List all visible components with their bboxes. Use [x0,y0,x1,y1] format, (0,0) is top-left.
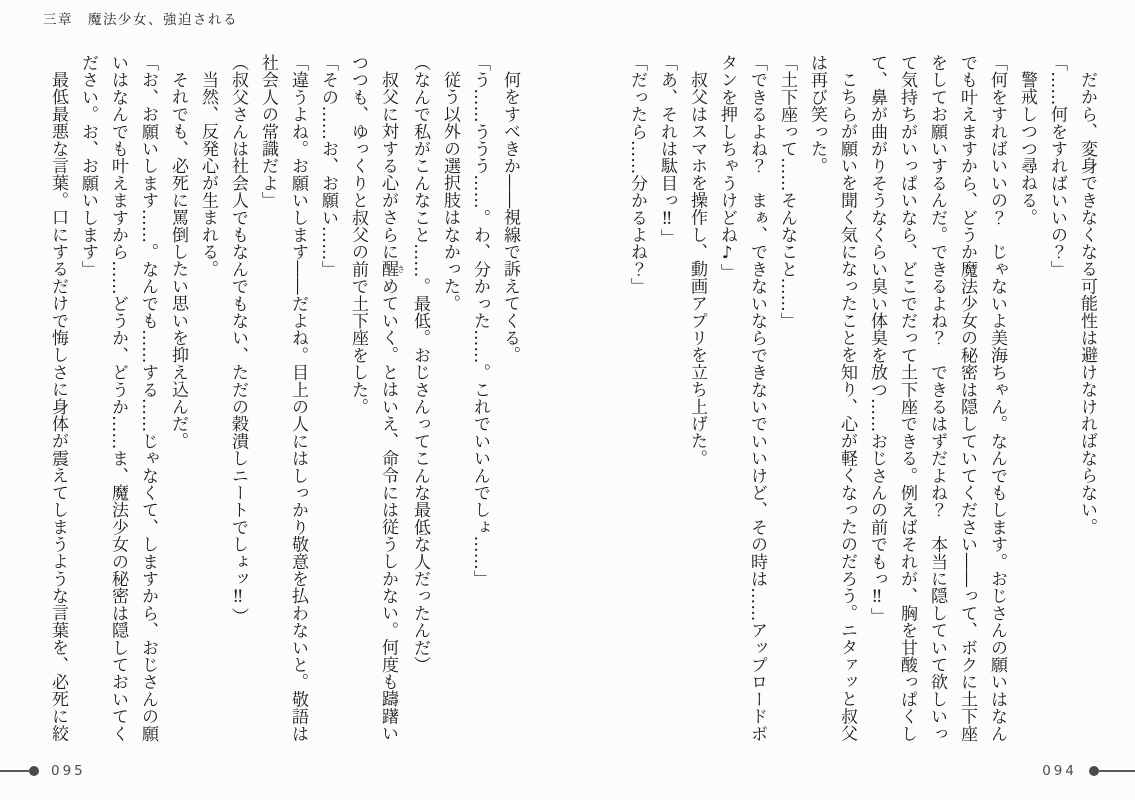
ruby-base: 醒 [378,260,398,278]
paragraph: 最低最悪な言葉。口にするだけで悔しさに身体が震えてしまうような言葉を、必死に絞 [48,71,68,742]
footer-dot-left [29,766,39,776]
paragraph: （なんで私がこんなこと……。最低。おじさんってこんな最低な人だったんだ） [410,54,430,674]
paragraph: 「違うよね。お願いします――だよね。目上の人にはしっかり敬意を払わないと。敬語は社会人の常識だよ」 [258,54,308,742]
paragraph: それでも、必死に罵倒したい思いを抑え込んだ。 [168,71,188,450]
paragraph: 「できるよね？ まぁ、できないならできないでいいけど、その時は……アップロードボタンを押しちゃうけどね♪」 [717,54,767,742]
page-number-left: 095 [51,763,86,779]
paragraph: 何をすべきか――視線で訴えてくる。 [500,71,520,364]
ruby-before-text: 叔父に対する心がさらに [378,71,398,261]
footer-rule-right [1099,770,1135,772]
page-right-body [597,54,1102,744]
ruby-annotation [378,260,406,278]
page-left-body [25,54,525,744]
paragraph: 叔父はスマホを操作し、動画アプリを立ち上げた。 [687,71,707,467]
paragraph-with-ruby [343,54,405,744]
paragraph: 「土下座って……そんなこと……」 [777,54,797,330]
page-number-right: 094 [1042,763,1077,779]
paragraph: 「だったら……分かるよね？」 [627,54,647,295]
footer-rule-left [0,770,29,772]
chapter-header: 三章 魔法少女、強迫される [43,12,238,28]
paragraph: 「その……お、お願い……」 [318,54,338,278]
paragraph: （叔父さんは社会人でもなんでもない、ただの穀潰しニートでしょッ‼） [228,54,248,625]
paragraph: こちらが願いを聞く気になったことを知り、心が軽くなったのだろう。ニタァッと叔父は再び笑った。 [807,54,857,742]
paragraph: 警戒しつつ尋ねる。 [1017,71,1037,226]
paragraph: 「お、お願いします……。なんでも……する……じゃなくて、しますから、おじさんの願いはなんでも叶えますから……どうか、どうか……ま、魔法少女の秘密は隠しておいてください。お、お願いします」 [78,54,158,742]
footer-right [1028,762,1135,780]
footer-dot-right [1089,766,1099,776]
paragraph: 従う以外の選択肢はなかった。 [440,71,460,312]
ruby-after-text: めていく。とはいえ、命令には従うしかない。何度も躊躇いつつも、ゆっくりと叔父の前で土下座をした。 [348,54,398,742]
paragraph: だから、変身できなくなる可能性は避けなければならない。 [1077,71,1097,536]
paragraph: 当然、反発心が生まれる。 [198,71,218,278]
paragraph: 「あ、それは駄目っ‼」 [657,54,677,247]
paragraph: 「何をすればいいの？ じゃないよ美海ちゃん。なんでもします。おじさんの願いはなんでも叶えますから、どうか魔法少女の秘密は隠していてください――って、ボクに土下座をしてお願いするんだ。できるよね？ できるはずだよね？ 本当に隠していて欲しいって気持ちがいっぱいなら、どこでだって土下座できる。例えばそれが、胸を甘酸っぱくして、鼻が曲がりそうなくらい臭い体臭を放つ……おじさんの前でもっ‼」 [867,54,1007,742]
paragraph: 「う……ううう……。わ、分かった……。これでいいんでしょ……」 [470,54,490,588]
ruby-gloss: さ [396,260,406,278]
paragraph: 「……何をすればいいの？」 [1047,54,1067,278]
footer-left [0,762,100,780]
